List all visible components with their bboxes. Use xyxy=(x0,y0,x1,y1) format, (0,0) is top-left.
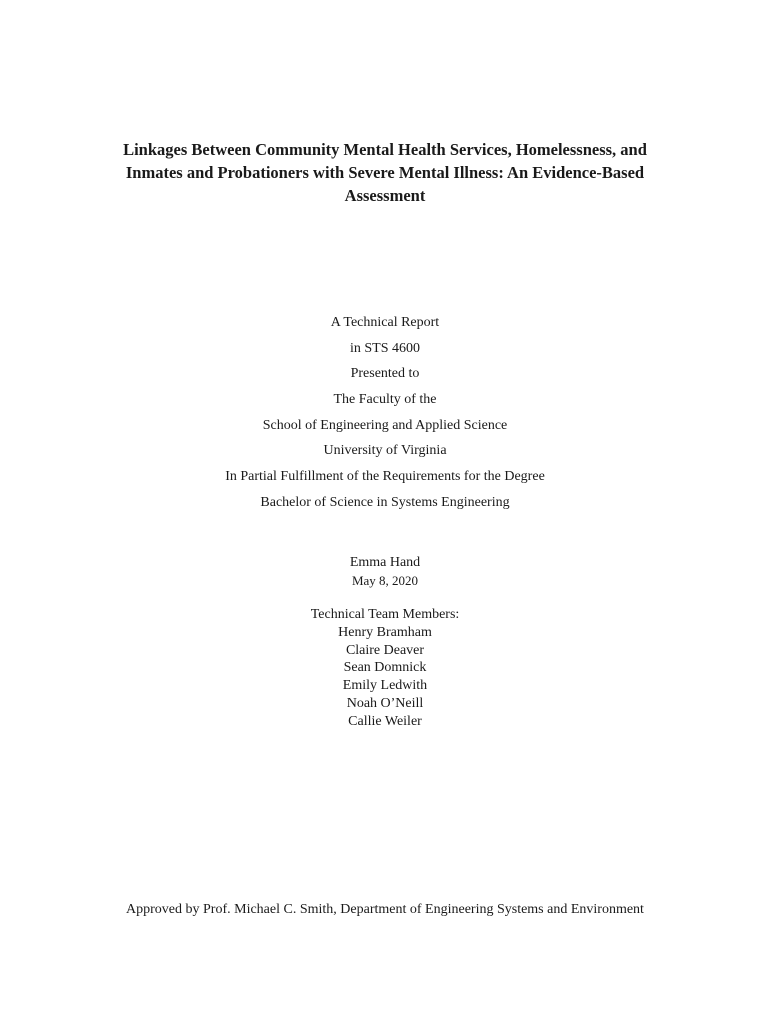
team-member: Callie Weiler xyxy=(348,713,422,729)
report-line: A Technical Report xyxy=(330,315,440,330)
team-member: Noah O’Neill xyxy=(346,695,424,711)
team-heading: Technical Team Members: xyxy=(310,607,460,622)
report-line: School of Engineering and Applied Science xyxy=(262,417,508,433)
report-line: In Partial Fulfillment of the Requirements for the Degree xyxy=(225,469,545,485)
team-member: Claire Deaver xyxy=(345,642,425,658)
document-title xyxy=(60,138,710,207)
team-members-block xyxy=(0,606,770,731)
team-member: Sean Domnick xyxy=(343,660,427,676)
report-description xyxy=(0,314,770,520)
report-line: in STS 4600 xyxy=(349,340,420,356)
team-member: Emily Ledwith xyxy=(342,678,428,694)
report-line: Bachelor of Science in Systems Engineering xyxy=(260,494,510,510)
team-member: Henry Bramham xyxy=(338,624,432,640)
title-line: Linkages Between Community Mental Health Services, Homelessness, and xyxy=(123,140,647,159)
author-name: Emma Hand xyxy=(349,555,421,570)
report-line: Presented to xyxy=(350,366,420,382)
approval-statement: Approved by Prof. Michael C. Smith, Department of Engineering Systems and Environment xyxy=(126,902,644,917)
report-line: University of Virginia xyxy=(323,443,447,459)
title-line: Inmates and Probationers with Severe Mental Illness: An Evidence-Based xyxy=(125,163,645,182)
report-date: May 8, 2020 xyxy=(351,573,419,588)
title-line: Assessment xyxy=(344,186,426,205)
report-line: The Faculty of the xyxy=(333,392,437,408)
author-block xyxy=(0,554,770,590)
